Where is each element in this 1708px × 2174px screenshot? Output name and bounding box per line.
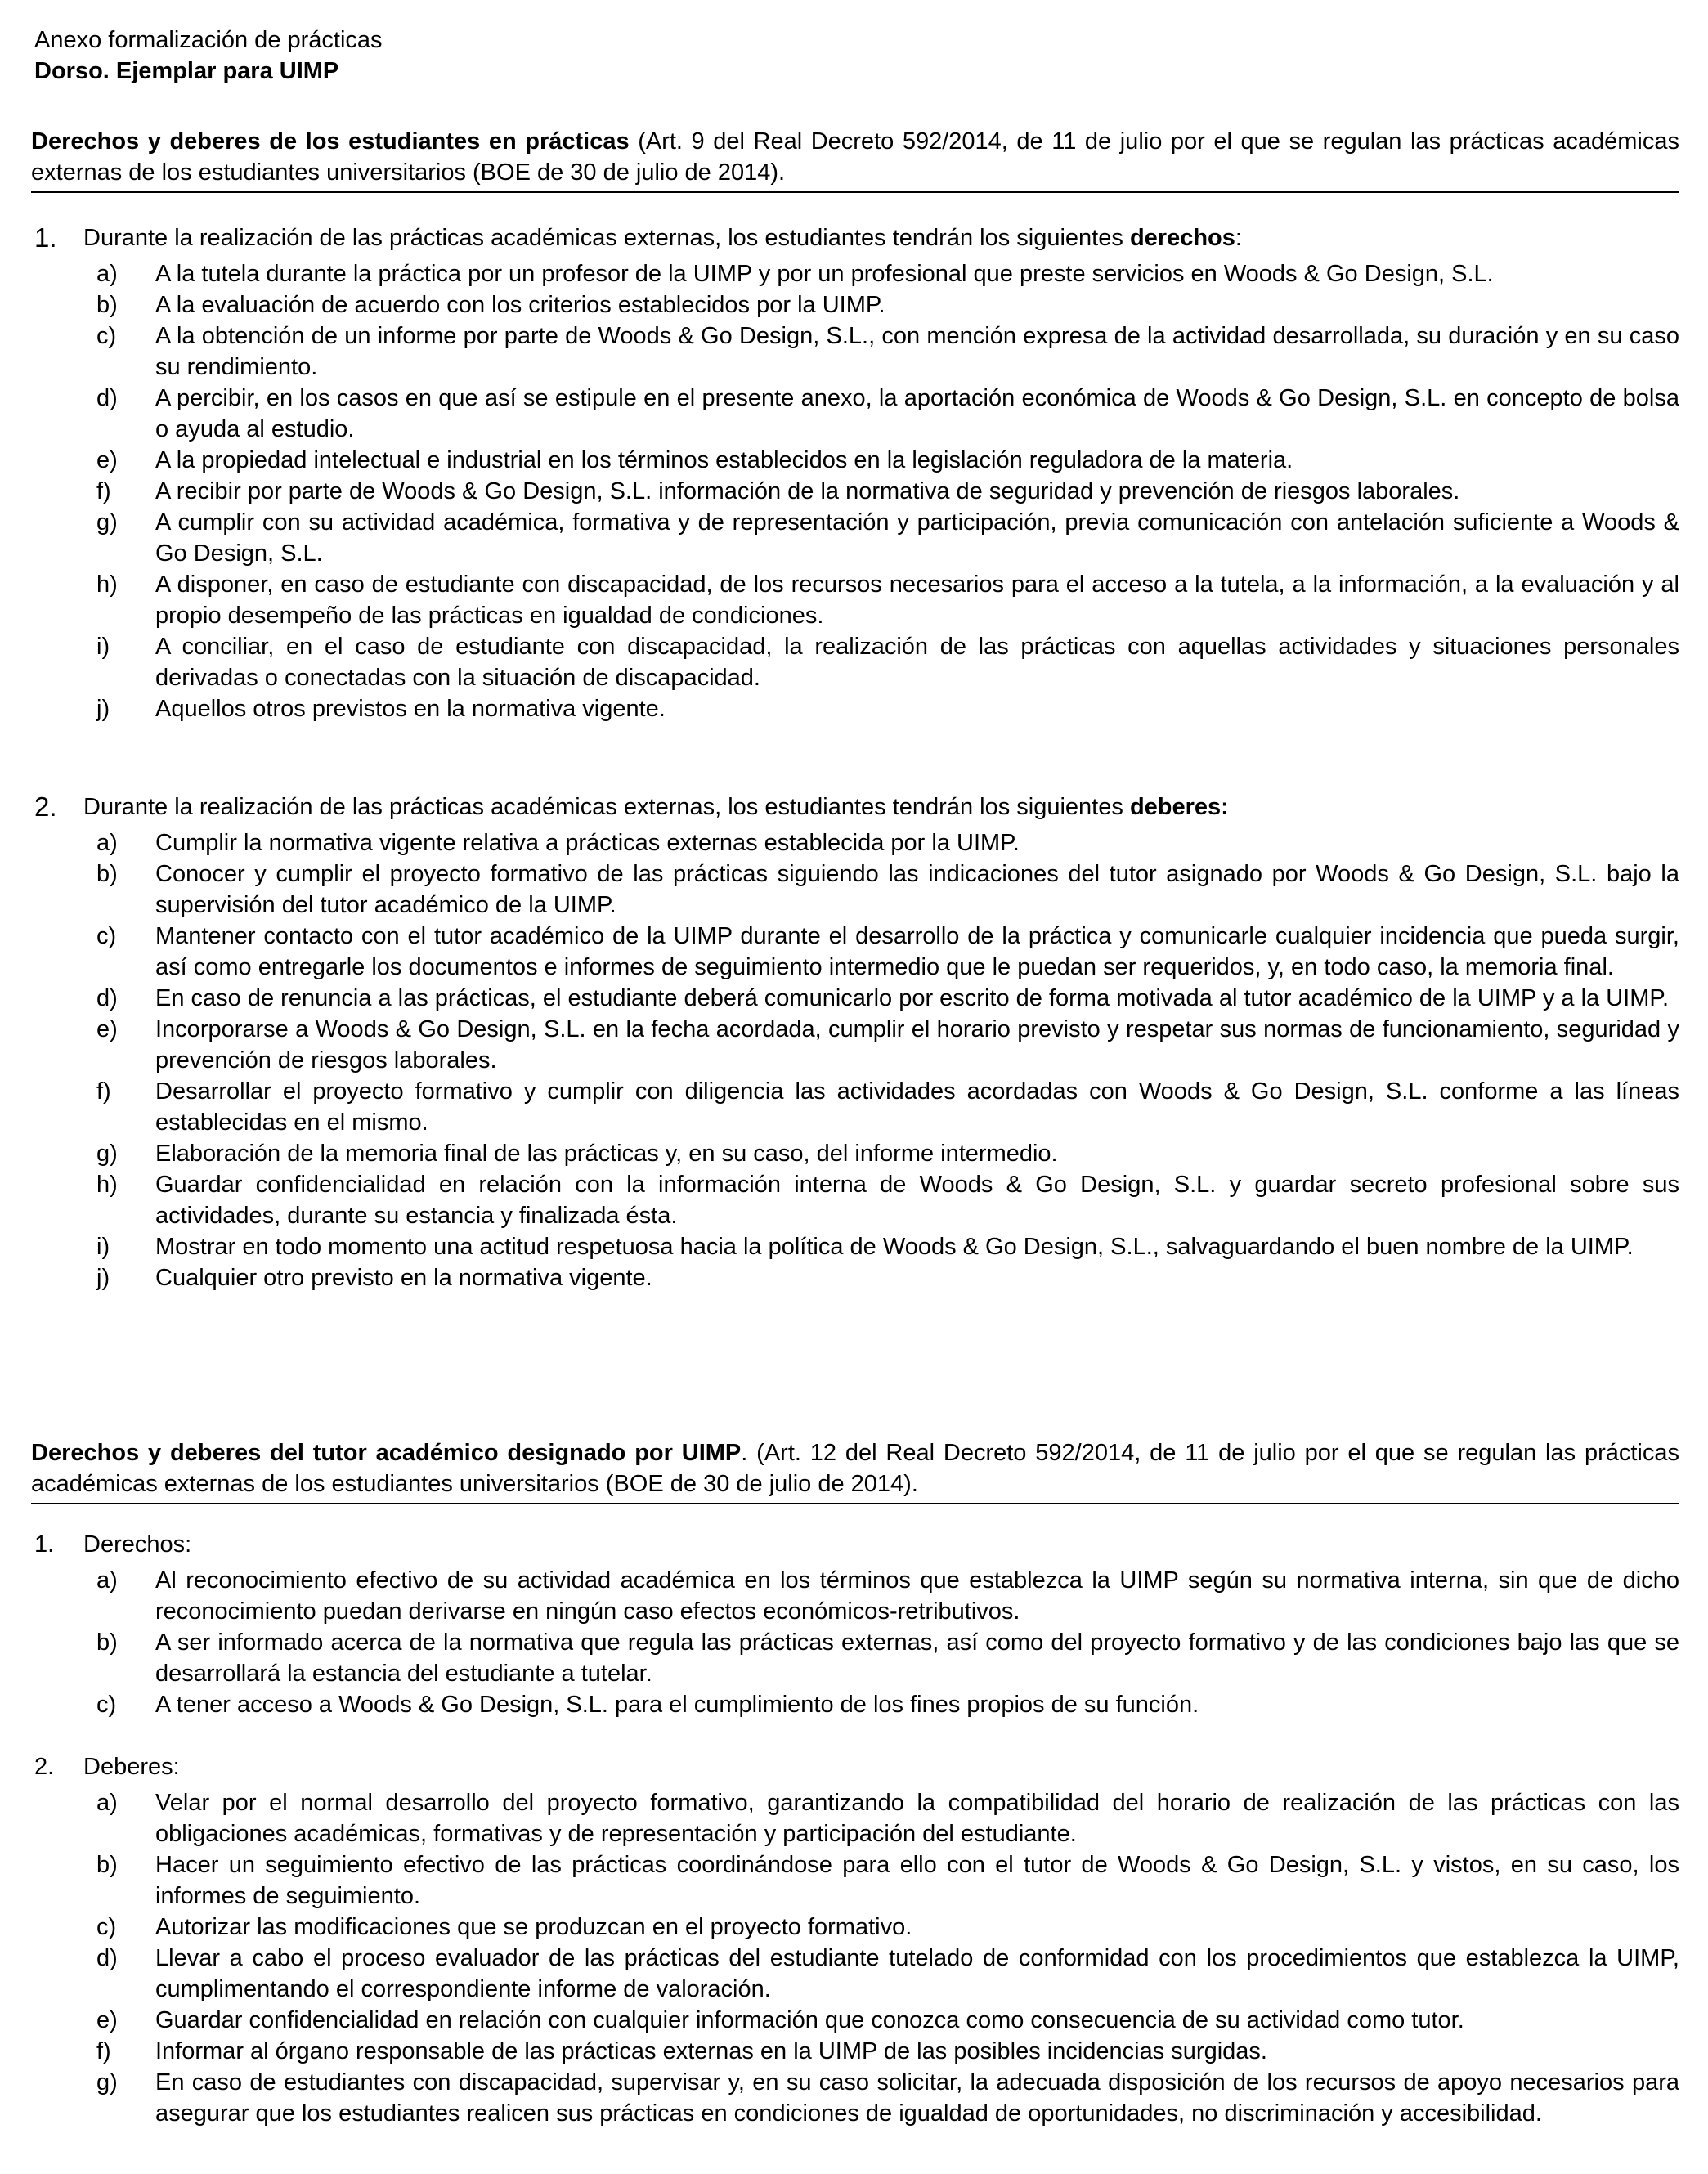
list-item xyxy=(31,569,1679,631)
item-text: A la obtención de un informe por parte de Woods & Go Design, S.L., con mención expresa de la actividad desarrollada, su duración y en su caso su rendimiento. xyxy=(155,323,1679,380)
duties-list xyxy=(31,827,1679,1293)
group-number: 2. xyxy=(34,791,57,822)
item-text: A recibir por parte de Woods & Go Design, S.L. información de la normativa de seguridad y prevención de riesgos laborales. xyxy=(155,478,1460,504)
item-text: Cualquier otro previsto en la normativa vigente. xyxy=(155,1265,652,1291)
item-letter: j) xyxy=(96,696,110,722)
tutor-duties-group xyxy=(31,1751,1679,2129)
list-item xyxy=(31,383,1679,445)
group-intro: Deberes: xyxy=(83,1754,180,1780)
item-text: Desarrollar el proyecto formativo y cumplir con diligencia las actividades acordadas con Woods & Go Design, S.L. conforme a las líneas establecidas en el mismo. xyxy=(155,1078,1679,1136)
item-letter: d) xyxy=(96,985,118,1011)
list-item xyxy=(31,445,1679,476)
group-intro: Derechos: xyxy=(83,1531,192,1558)
item-letter: i) xyxy=(96,1234,110,1260)
item-text: Al reconocimiento efectivo de su actividad académica en los términos que establezca la UIMP según su normativa interna, sin que de dicho reconocimiento puedan derivarse en ningún caso efectos económicos-retributivos. xyxy=(155,1567,1679,1625)
item-text: En caso de renuncia a las prácticas, el estudiante deberá comunicarlo por escrito de forma motivada al tutor académico de la UIMP y a la UIMP. xyxy=(155,985,1670,1011)
item-text: A la propiedad intelectual e industrial en los términos establecidos en la legislación reguladora de la materia. xyxy=(155,447,1293,473)
group-intro: Durante la realización de las prácticas académicas externas, los estudiantes tendrán los siguientes xyxy=(83,794,1130,820)
students-rights-group xyxy=(31,222,1679,724)
list-item xyxy=(31,921,1679,983)
item-letter: b) xyxy=(96,1629,118,1656)
item-letter: a) xyxy=(96,1790,118,1816)
item-letter: j) xyxy=(96,1265,110,1291)
item-letter: e) xyxy=(96,2007,118,2033)
item-letter: a) xyxy=(96,830,118,856)
group-number: 1. xyxy=(34,1531,55,1558)
section-title-reference: . (Art. 12 del Real Decreto 592/2014, de 11 de julio por el que se regulan las prácticas académicas externas de los estudiantes universitarios (BOE de 30 de julio de 2014). xyxy=(31,1440,1680,1497)
item-text: A la evaluación de acuerdo con los criterios establecidos por la UIMP. xyxy=(155,292,885,318)
list-item xyxy=(31,1912,1679,1943)
item-letter: e) xyxy=(96,447,118,473)
list-item xyxy=(31,1076,1679,1138)
item-text: En caso de estudiantes con discapacidad, supervisar y, en su caso solicitar, la adecuada disposición de los recursos de apoyo necesarios para asegurar que los estudiantes realicen sus prácticas en condiciones de igualdad de oportunidades, no discriminación y accesibilidad. xyxy=(155,2069,1679,2127)
list-item xyxy=(31,320,1679,383)
item-letter: f) xyxy=(96,2038,111,2064)
group-intro-end: : xyxy=(1235,225,1242,251)
item-letter: g) xyxy=(96,509,118,536)
item-text: Incorporarse a Woods & Go Design, S.L. en la fecha acordada, cumplir el horario previsto y respetar sus normas de funcionamiento, seguridad y prevención de riesgos laborales. xyxy=(155,1016,1679,1074)
list-item xyxy=(31,289,1679,320)
item-text: A la tutela durante la práctica por un profesor de la UIMP y por un profesional que preste servicios en Woods & Go Design, S.L. xyxy=(155,261,1494,287)
group-number: 1. xyxy=(34,222,57,253)
tutor-rights-list xyxy=(31,1565,1679,1720)
item-letter: a) xyxy=(96,1567,118,1594)
group-intro-bold: deberes: xyxy=(1129,794,1229,820)
item-letter: g) xyxy=(96,2069,118,2096)
list-item xyxy=(31,1231,1679,1262)
group-heading xyxy=(31,1751,1679,1782)
tutor-rights-group xyxy=(31,1529,1679,1720)
group-intro-bold: derechos xyxy=(1129,225,1235,251)
item-letter: a) xyxy=(96,261,118,287)
copy-label: Dorso. Ejemplar para UIMP xyxy=(34,58,339,84)
item-letter: c) xyxy=(96,323,117,349)
list-item xyxy=(31,1565,1679,1627)
item-text: Llevar a cabo el proceso evaluador de las prácticas del estudiante tutelado de conformidad con los procedimientos que establezca la UIMP, cumplimentando el correspondiente informe de valoración. xyxy=(155,1945,1679,2002)
group-intro: Durante la realización de las prácticas académicas externas, los estudiantes tendrán los siguientes xyxy=(83,225,1130,251)
item-letter: c) xyxy=(96,923,117,949)
item-text: A conciliar, en el caso de estudiante con discapacidad, la realización de las prácticas con aquellas actividades y situaciones personales derivadas o conectadas con la situación de discapacidad. xyxy=(155,634,1679,691)
section-title-bold: Derechos y deberes del tutor académico designado por UIMP xyxy=(31,1440,742,1466)
list-item xyxy=(31,1169,1679,1231)
item-letter: c) xyxy=(96,1692,117,1718)
list-item xyxy=(31,858,1679,921)
group-heading xyxy=(31,222,1679,253)
item-letter: h) xyxy=(96,572,118,598)
item-letter: c) xyxy=(96,1914,117,1940)
item-letter: b) xyxy=(96,292,118,318)
item-letter: g) xyxy=(96,1141,118,1167)
list-item xyxy=(31,1138,1679,1169)
item-letter: b) xyxy=(96,861,118,887)
item-text: Mostrar en todo momento una actitud respetuosa hacia la política de Woods & Go Design, S.L., salvaguardando el buen nombre de la UIMP. xyxy=(155,1234,1634,1260)
list-item xyxy=(31,827,1679,858)
list-item xyxy=(31,2067,1679,2129)
item-letter: e) xyxy=(96,1016,118,1042)
list-item xyxy=(31,1943,1679,2005)
list-item xyxy=(31,1787,1679,1849)
list-item xyxy=(31,631,1679,693)
list-item xyxy=(31,507,1679,569)
item-letter: f) xyxy=(96,478,111,504)
section-title-tutor xyxy=(31,1437,1679,1504)
item-text: Mantener contacto con el tutor académico de la UIMP durante el desarrollo de la práctica y comunicarle cualquier incidencia que pueda surgir, así como entregarle los documentos e informes de seguimiento intermedio que le puedan ser requeridos, y, en todo caso, la memoria final. xyxy=(155,923,1679,980)
list-item xyxy=(31,1014,1679,1076)
list-item xyxy=(31,1627,1679,1689)
document-header xyxy=(34,25,1678,87)
list-item xyxy=(31,1849,1679,1912)
item-text: Aquellos otros previstos en la normativa vigente. xyxy=(155,696,666,722)
item-letter: i) xyxy=(96,634,110,660)
group-heading xyxy=(31,791,1679,823)
tutor-duties-list xyxy=(31,1787,1679,2129)
item-letter: f) xyxy=(96,1078,111,1105)
item-text: Conocer y cumplir el proyecto formativo de las prácticas siguiendo las indicaciones del tutor asignado por Woods & Go Design, S.L. bajo la supervisión del tutor académico de la UIMP. xyxy=(155,861,1679,918)
item-text: A cumplir con su actividad académica, formativa y de representación y participación, previa comunicación con antelación suficiente a Woods & Go Design, S.L. xyxy=(155,509,1679,567)
group-heading xyxy=(31,1529,1679,1560)
list-item xyxy=(31,1689,1679,1720)
list-item xyxy=(31,476,1679,507)
section-title-bold: Derechos y deberes de los estudiantes en prácticas xyxy=(31,128,630,155)
item-text: Velar por el normal desarrollo del proyecto formativo, garantizando la compatibilidad del horario de realización de las prácticas con las obligaciones académicas, formativas y de representación y participación del estudiante. xyxy=(155,1790,1679,1847)
rights-list xyxy=(31,258,1679,724)
item-text: Cumplir la normativa vigente relativa a prácticas externas establecida por la UIMP. xyxy=(155,830,1020,856)
item-text: A tener acceso a Woods & Go Design, S.L. para el cumplimiento de los fines propios de su función. xyxy=(155,1692,1199,1718)
annex-title: Anexo formalización de prácticas xyxy=(34,27,383,53)
list-item xyxy=(31,693,1679,724)
item-letter: h) xyxy=(96,1172,118,1198)
group-number: 2. xyxy=(34,1754,55,1780)
item-text: A disponer, en caso de estudiante con discapacidad, de los recursos necesarios para el acceso a la tutela, a la información, a la evaluación y al propio desempeño de las prácticas en igualdad de condiciones. xyxy=(155,572,1679,629)
students-duties-group xyxy=(31,791,1679,1293)
item-text: Informar al órgano responsable de las prácticas externas en la UIMP de las posibles incidencias surgidas. xyxy=(155,2038,1267,2064)
item-text: Elaboración de la memoria final de las prácticas y, en su caso, del informe intermedio. xyxy=(155,1141,1058,1167)
list-item xyxy=(31,2005,1679,2036)
list-item xyxy=(31,258,1679,289)
item-text: Autorizar las modificaciones que se produzcan en el proyecto formativo. xyxy=(155,1914,912,1940)
section-title-students xyxy=(31,126,1679,193)
item-letter: d) xyxy=(96,385,118,411)
item-text: Guardar confidencialidad en relación con la información interna de Woods & Go Design, S.L. y guardar secreto profesional sobre sus actividades, durante su estancia y finalizada ésta. xyxy=(155,1172,1679,1229)
item-text: Guardar confidencialidad en relación con cualquier información que conozca como consecuencia de su actividad como tutor. xyxy=(155,2007,1464,2033)
item-text: A percibir, en los casos en que así se estipule en el presente anexo, la aportación económica de Woods & Go Design, S.L. en concepto de bolsa o ayuda al estudio. xyxy=(155,385,1679,442)
list-item xyxy=(31,1262,1679,1293)
section-title-reference: (Art. 9 del Real Decreto 592/2014, de 11 de julio por el que se regulan las prácticas académicas externas de los estudiantes universitarios (BOE de 30 de julio de 2014). xyxy=(31,128,1679,186)
item-letter: d) xyxy=(96,1945,118,1971)
item-letter: b) xyxy=(96,1852,118,1878)
list-item xyxy=(31,2036,1679,2067)
list-item xyxy=(31,983,1679,1014)
item-text: Hacer un seguimiento efectivo de las prácticas coordinándose para ello con el tutor de Woods & Go Design, S.L. y vistos, en su caso, los informes de seguimiento. xyxy=(155,1852,1679,1909)
item-text: A ser informado acerca de la normativa que regula las prácticas externas, así como del proyecto formativo y de las condiciones bajo las que se desarrollará la estancia del estudiante a tutelar. xyxy=(155,1629,1679,1687)
